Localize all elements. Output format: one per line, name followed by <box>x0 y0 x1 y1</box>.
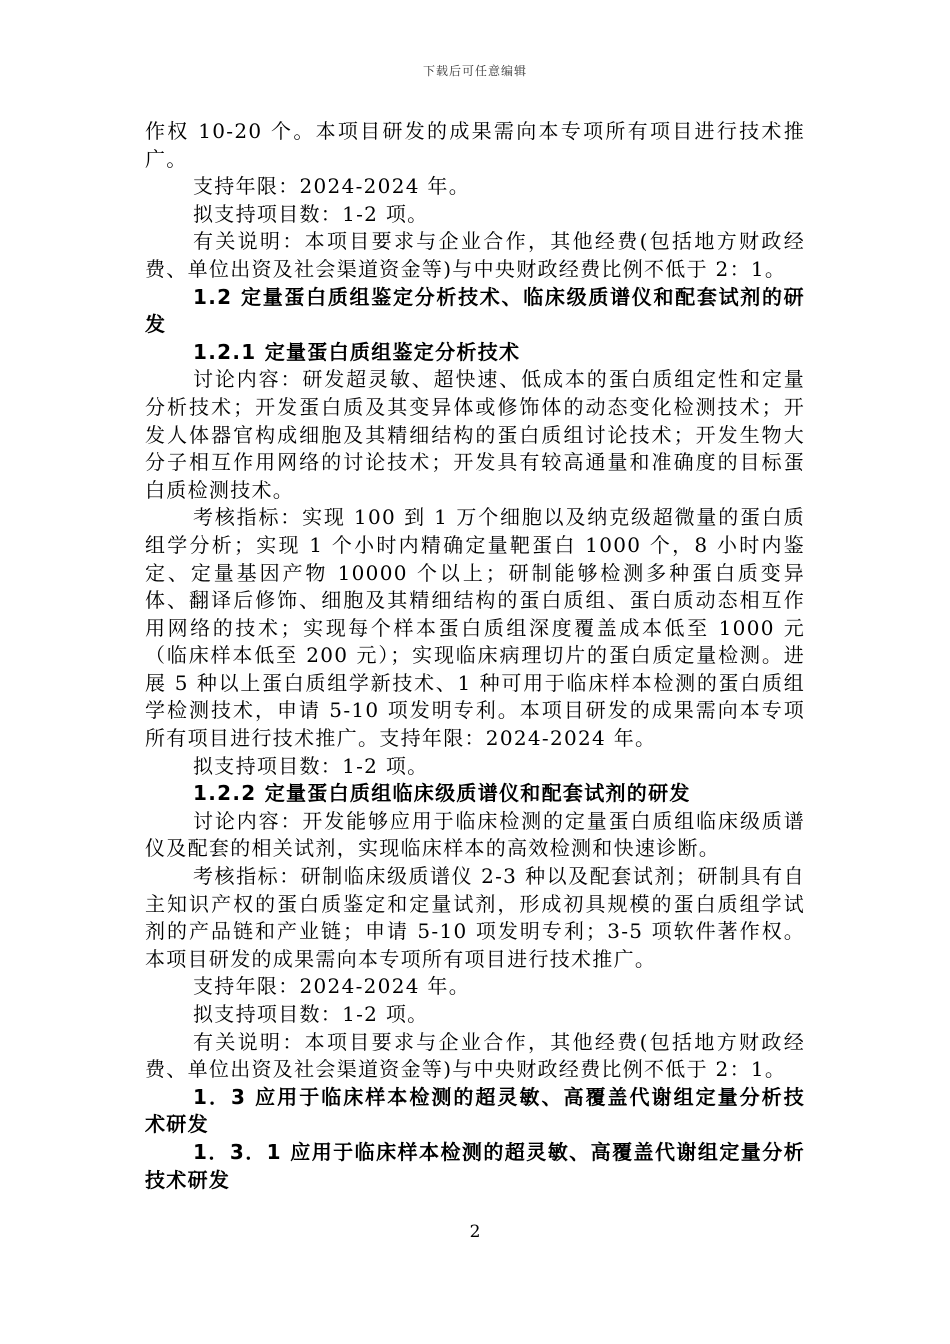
paragraph: 作权 10-20 个。本项目研发的成果需向本专项所有项目进行技术推广。 <box>145 119 805 171</box>
page-number: 2 <box>469 1222 481 1242</box>
paragraph: 支持年限：2024-2024 年。 <box>193 974 471 999</box>
paragraph: 有关说明：本项目要求与企业合作，其他经费(包括地方财政经费、单位出资及社会渠道资金等)与中央财政经费比例不低于 2：1。 <box>145 1029 805 1082</box>
page-header: 下载后可任意编辑 <box>422 64 527 78</box>
paragraph: 考核指标：实现 100 到 1 万个细胞以及纳克级超微量的蛋白质组学分析；实现 1 个小时内精确定量靶蛋白 1000 个，8 小时内鉴定、定量基因产物 10000 个以上；研制能够检测多种蛋白质变异体、翻译后修饰、细胞及其精细结构的蛋白质组、蛋白质动态相互作用网络的技术；实现每个样本蛋白质组深度覆盖成本低至 1000 元（临床样本低至 200 元）；实现临床病理切片的蛋白质定量检测。进展 5 种以上蛋白质组学新技术、1 种可用于临床样本检测的蛋白质组学检测技术，申请 5-10 项发明专利。本项目研发的成果需向本专项所有项目进行技术推广。支持年限：2024-2024 年。 <box>145 505 805 751</box>
paragraph: 拟支持项目数：1-2 项。 <box>193 1002 429 1026</box>
section-heading: 1．3 应用于临床样本检测的超灵敏、高覆盖代谢组定量分析技术研发 <box>145 1084 805 1137</box>
paragraph: 有关说明：本项目要求与企业合作，其他经费(包括地方财政经费、单位出资及社会渠道资金等)与中央财政经费比例不低于 2：1。 <box>145 229 805 281</box>
paragraph: 讨论内容：开发能够应用于临床检测的定量蛋白质组临床级质谱仪及配套的相关试剂，实现临床样本的高效检测和快速诊断。 <box>145 808 805 861</box>
paragraph: 考核指标：研制临床级质谱仪 2-3 种以及配套试剂；研制具有自主知识产权的蛋白质鉴定和定量试剂，形成初具规模的蛋白质组学试剂的产品链和产业链；申请 5-10 项发明专利；3-5 项软件著作权。本项目研发的成果需向本专项所有项目进行技术推广。 <box>145 864 805 971</box>
paragraph: 拟支持项目数：1-2 项。 <box>193 753 429 778</box>
paragraph: 拟支持项目数：1-2 项。 <box>193 201 429 226</box>
paragraph: 支持年限：2024-2024 年。 <box>193 174 471 199</box>
paragraph: 讨论内容：研发超灵敏、超快速、低成本的蛋白质组定性和定量分析技术；开发蛋白质及其变异体或修饰体的动态变化检测技术；开发人体器官构成细胞及其精细结构的蛋白质组讨论技术；开发生物大分子相互作用网络的讨论技术；开发具有较高通量和准确度的目标蛋白质检测技术。 <box>145 367 805 502</box>
section-heading: 1.2 定量蛋白质组鉴定分析技术、临床级质谱仪和配套试剂的研发 <box>145 284 805 337</box>
document-body <box>145 118 805 1194</box>
section-heading: 1．3．1 应用于临床样本检测的超灵敏、高覆盖代谢组定量分析技术研发 <box>145 1139 805 1192</box>
section-heading: 1.2.1 定量蛋白质组鉴定分析技术 <box>193 339 521 364</box>
section-heading: 1.2.2 定量蛋白质组临床级质谱仪和配套试剂的研发 <box>193 781 691 806</box>
